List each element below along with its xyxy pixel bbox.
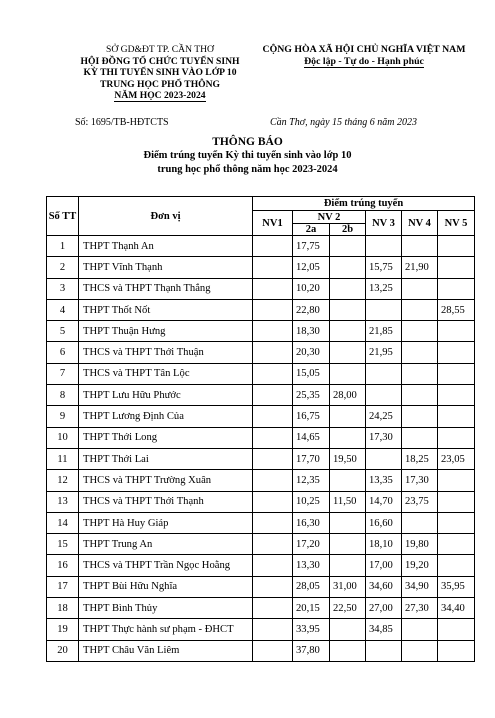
cell-nv1	[253, 555, 293, 576]
table-row	[47, 257, 475, 278]
cell-nv3: 34,60	[366, 576, 402, 597]
cell-nv5	[438, 534, 475, 555]
cell-nv4: 19,80	[402, 534, 438, 555]
table-row	[47, 385, 475, 406]
national-motto: Độc lập - Tự do - Hạnh phúc	[304, 56, 424, 67]
cell-nv1	[253, 278, 293, 299]
cell-unit: THPT Thực hành sư phạm - ĐHCT	[79, 619, 253, 640]
cell-nv2b	[330, 619, 366, 640]
table-row	[47, 299, 475, 320]
cell-nv2a: 20,15	[293, 598, 330, 619]
cell-nv4	[402, 619, 438, 640]
header-stt: Số TT	[47, 197, 79, 236]
cell-stt: 7	[47, 363, 79, 384]
cell-nv5	[438, 491, 475, 512]
cell-nv4	[402, 278, 438, 299]
cell-nv2b	[330, 512, 366, 533]
issuer-school-year: NĂM HỌC 2023-2024	[114, 90, 206, 102]
document-subtitle-1: Điểm trúng tuyển Kỳ thi tuyển sinh vào lớp 10	[143, 150, 352, 161]
cell-nv5	[438, 619, 475, 640]
header-score-group: Điểm trúng tuyển	[253, 197, 475, 211]
cell-nv4	[402, 321, 438, 342]
cell-nv5	[438, 470, 475, 491]
header-unit: Đơn vị	[79, 197, 253, 236]
cell-stt: 6	[47, 342, 79, 363]
cell-nv3: 18,10	[366, 534, 402, 555]
cell-nv4: 18,25	[402, 448, 438, 469]
cell-unit: THPT Trung An	[79, 534, 253, 555]
table-row	[47, 512, 475, 533]
cell-stt: 5	[47, 321, 79, 342]
cell-nv1	[253, 385, 293, 406]
cell-unit: THPT Thới Lai	[79, 448, 253, 469]
cell-nv1	[253, 448, 293, 469]
issuer-level: TRUNG HỌC PHỔ THÔNG	[99, 78, 221, 90]
issuer-department: SỞ GD&ĐT TP. CẦN THƠ	[106, 44, 214, 55]
cell-nv4	[402, 342, 438, 363]
cell-nv2a: 17,20	[293, 534, 330, 555]
issuer-council: HỘI ĐỒNG TỔ CHỨC TUYỂN SINH	[80, 55, 240, 67]
table-row	[47, 427, 475, 448]
document-number: Số: 1695/TB-HĐTCTS	[75, 117, 169, 128]
table-row	[47, 342, 475, 363]
issuer-header	[60, 44, 260, 102]
cell-nv3: 17,30	[366, 427, 402, 448]
table-row	[47, 321, 475, 342]
cell-nv4	[402, 385, 438, 406]
cell-nv4	[402, 363, 438, 384]
cell-nv4	[402, 236, 438, 257]
cell-nv2a: 28,05	[293, 576, 330, 597]
cell-unit: THCS và THPT Thạnh Thắng	[79, 278, 253, 299]
cell-nv3	[366, 299, 402, 320]
cell-nv2a: 12,35	[293, 470, 330, 491]
cell-stt: 12	[47, 470, 79, 491]
cell-nv2b: 11,50	[330, 491, 366, 512]
cell-nv3: 27,00	[366, 598, 402, 619]
cell-nv3	[366, 363, 402, 384]
cell-nv2b	[330, 236, 366, 257]
cell-nv5	[438, 512, 475, 533]
cell-stt: 16	[47, 555, 79, 576]
table-row	[47, 640, 475, 661]
cell-nv5	[438, 321, 475, 342]
cell-nv3	[366, 385, 402, 406]
cell-nv2a: 17,70	[293, 448, 330, 469]
cell-nv2a: 16,30	[293, 512, 330, 533]
cell-nv3: 16,60	[366, 512, 402, 533]
cell-nv4	[402, 299, 438, 320]
cell-stt: 3	[47, 278, 79, 299]
cell-nv1	[253, 342, 293, 363]
table-row	[47, 448, 475, 469]
table-row	[47, 555, 475, 576]
cell-stt: 17	[47, 576, 79, 597]
cell-nv2b: 31,00	[330, 576, 366, 597]
cell-nv5	[438, 363, 475, 384]
cell-nv5: 35,95	[438, 576, 475, 597]
cell-nv1	[253, 321, 293, 342]
cell-nv2a: 16,75	[293, 406, 330, 427]
cell-nv2a: 10,20	[293, 278, 330, 299]
cell-unit: THPT Châu Văn Liêm	[79, 640, 253, 661]
cell-nv3	[366, 448, 402, 469]
cell-unit: THCS và THPT Trần Ngọc Hoằng	[79, 555, 253, 576]
cell-nv1	[253, 576, 293, 597]
cell-nv5	[438, 640, 475, 661]
cell-stt: 2	[47, 257, 79, 278]
cell-nv2b	[330, 534, 366, 555]
cell-nv5	[438, 342, 475, 363]
cell-nv1	[253, 640, 293, 661]
cell-nv5: 28,55	[438, 299, 475, 320]
cell-nv2b	[330, 342, 366, 363]
cell-nv2b: 28,00	[330, 385, 366, 406]
cell-nv3: 21,85	[366, 321, 402, 342]
cell-nv2a: 17,75	[293, 236, 330, 257]
table-row	[47, 470, 475, 491]
cell-unit: THPT Lương Định Của	[79, 406, 253, 427]
cell-nv2a: 37,80	[293, 640, 330, 661]
cell-nv1	[253, 470, 293, 491]
cell-nv4	[402, 640, 438, 661]
cell-stt: 18	[47, 598, 79, 619]
header-nv4: NV 4	[402, 211, 438, 236]
cell-unit: THPT Thuận Hưng	[79, 321, 253, 342]
cell-nv4	[402, 406, 438, 427]
cell-stt: 13	[47, 491, 79, 512]
table-row	[47, 236, 475, 257]
cell-nv3: 34,85	[366, 619, 402, 640]
cell-nv4: 23,75	[402, 491, 438, 512]
cell-unit: THPT Thới Long	[79, 427, 253, 448]
cell-nv5	[438, 555, 475, 576]
cell-unit: THPT Thốt Nốt	[79, 299, 253, 320]
cell-unit: THPT Bùi Hữu Nghĩa	[79, 576, 253, 597]
cell-nv5	[438, 257, 475, 278]
cell-stt: 20	[47, 640, 79, 661]
cell-nv3	[366, 236, 402, 257]
cell-stt: 19	[47, 619, 79, 640]
cell-nv2a: 13,30	[293, 555, 330, 576]
cell-nv1	[253, 534, 293, 555]
cell-nv3: 21,95	[366, 342, 402, 363]
cell-nv2b	[330, 427, 366, 448]
cell-stt: 1	[47, 236, 79, 257]
cell-nv2b	[330, 363, 366, 384]
cell-nv2b	[330, 555, 366, 576]
table-row	[47, 406, 475, 427]
cell-nv1	[253, 236, 293, 257]
cell-stt: 15	[47, 534, 79, 555]
cell-nv5	[438, 236, 475, 257]
cell-unit: THCS và THPT Trường Xuân	[79, 470, 253, 491]
cell-nv5: 23,05	[438, 448, 475, 469]
cell-nv3: 17,00	[366, 555, 402, 576]
cell-nv2b	[330, 299, 366, 320]
cell-nv5	[438, 406, 475, 427]
cell-nv1	[253, 619, 293, 640]
cell-nv4	[402, 512, 438, 533]
cell-unit: THPT Bình Thủy	[79, 598, 253, 619]
cell-nv2a: 33,95	[293, 619, 330, 640]
document-date: Cần Thơ, ngày 15 tháng 6 năm 2023	[270, 117, 418, 128]
cell-nv1	[253, 512, 293, 533]
header-nv3: NV 3	[366, 211, 402, 236]
cell-nv2b: 19,50	[330, 448, 366, 469]
cell-stt: 11	[47, 448, 79, 469]
cell-nv5	[438, 385, 475, 406]
cell-unit: THCS và THPT Thới Thạnh	[79, 491, 253, 512]
cell-nv2a: 10,25	[293, 491, 330, 512]
cell-nv4: 34,90	[402, 576, 438, 597]
table-row	[47, 576, 475, 597]
cell-nv2a: 18,30	[293, 321, 330, 342]
cell-nv2b	[330, 278, 366, 299]
table-row	[47, 278, 475, 299]
cell-unit: THCS và THPT Tân Lộc	[79, 363, 253, 384]
cell-nv3: 13,35	[366, 470, 402, 491]
table-row	[47, 491, 475, 512]
national-title: CỘNG HÒA XÃ HỘI CHỦ NGHĨA VIỆT NAM	[262, 44, 466, 55]
cell-nv5: 34,40	[438, 598, 475, 619]
cell-nv4: 27,30	[402, 598, 438, 619]
cell-nv2a: 12,05	[293, 257, 330, 278]
table-row	[47, 534, 475, 555]
national-header	[245, 44, 483, 68]
cell-nv4: 17,30	[402, 470, 438, 491]
cell-nv2a: 14,65	[293, 427, 330, 448]
cell-unit: THCS và THPT Thới Thuận	[79, 342, 253, 363]
cell-nv3: 24,25	[366, 406, 402, 427]
cell-nv1	[253, 299, 293, 320]
table-row	[47, 363, 475, 384]
cell-nv3: 14,70	[366, 491, 402, 512]
cell-unit: THPT Vĩnh Thạnh	[79, 257, 253, 278]
cell-unit: THPT Thạnh An	[79, 236, 253, 257]
cell-nv2b	[330, 640, 366, 661]
cell-nv1	[253, 257, 293, 278]
cell-stt: 8	[47, 385, 79, 406]
cell-nv2a: 25,35	[293, 385, 330, 406]
cell-nv4	[402, 427, 438, 448]
cell-unit: THPT Hà Huy Giáp	[79, 512, 253, 533]
cell-stt: 14	[47, 512, 79, 533]
cell-nv1	[253, 491, 293, 512]
cell-nv5	[438, 278, 475, 299]
header-nv1: NV1	[253, 211, 293, 236]
cell-nv2b: 22,50	[330, 598, 366, 619]
cell-nv2a: 20,30	[293, 342, 330, 363]
admission-score-table	[46, 196, 475, 662]
document-title: THÔNG BÁO	[212, 136, 283, 148]
table-row	[47, 619, 475, 640]
cell-nv2a: 15,05	[293, 363, 330, 384]
cell-stt: 4	[47, 299, 79, 320]
cell-nv1	[253, 427, 293, 448]
cell-nv1	[253, 598, 293, 619]
cell-nv4: 21,90	[402, 257, 438, 278]
cell-nv3: 15,75	[366, 257, 402, 278]
cell-nv1	[253, 406, 293, 427]
cell-nv3	[366, 640, 402, 661]
header-nv5: NV 5	[438, 211, 475, 236]
cell-nv2b	[330, 406, 366, 427]
cell-nv2b	[330, 257, 366, 278]
header-2a: 2a	[293, 224, 330, 236]
cell-nv5	[438, 427, 475, 448]
cell-nv2b	[330, 321, 366, 342]
issuer-exam: KỲ THI TUYỂN SINH VÀO LỚP 10	[83, 67, 237, 79]
cell-nv1	[253, 363, 293, 384]
header-2b: 2b	[330, 224, 366, 236]
cell-unit: THPT Lưu Hữu Phước	[79, 385, 253, 406]
cell-stt: 10	[47, 427, 79, 448]
document-subtitle-2: trung học phổ thông năm học 2023-2024	[157, 164, 338, 175]
header-nv2: NV 2	[293, 211, 366, 224]
cell-nv2a: 22,80	[293, 299, 330, 320]
cell-nv3: 13,25	[366, 278, 402, 299]
cell-nv4: 19,20	[402, 555, 438, 576]
cell-nv2b	[330, 470, 366, 491]
cell-stt: 9	[47, 406, 79, 427]
table-row	[47, 598, 475, 619]
